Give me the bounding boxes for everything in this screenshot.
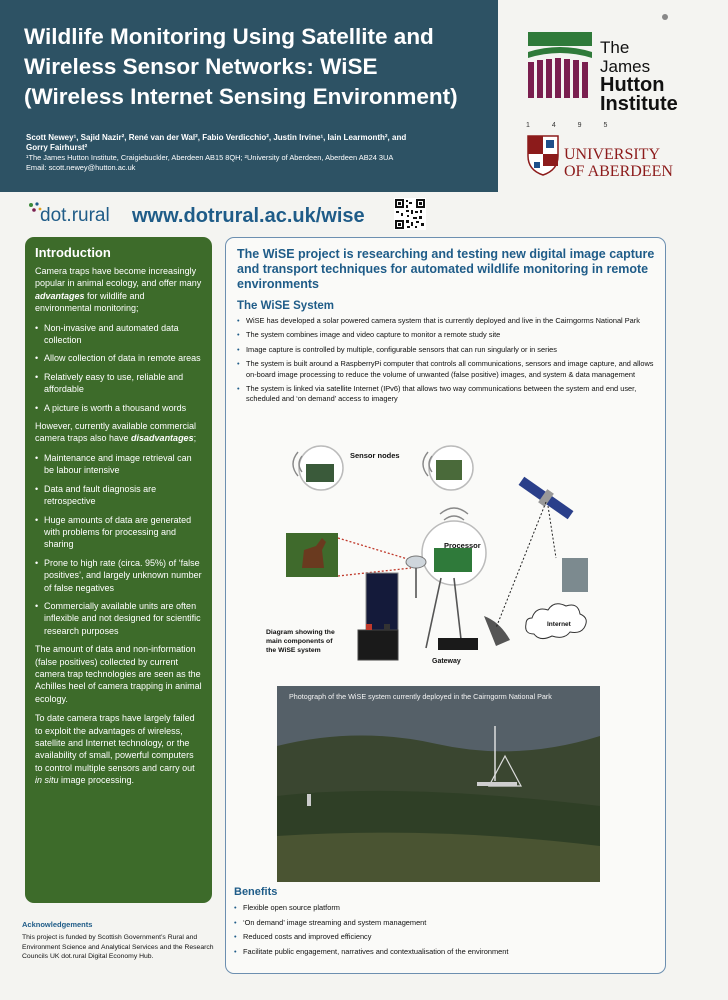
aberdeen-year: 1 4 9 5 bbox=[526, 122, 618, 129]
author-names-cont: Gorry Fairhurst² bbox=[26, 143, 88, 152]
introduction-heading: Introduction bbox=[35, 245, 111, 260]
header-banner bbox=[0, 0, 498, 192]
qr-code-icon[interactable] bbox=[394, 198, 426, 230]
intro-text: Camera traps have become increasingly popular in animal ecology, and offer many bbox=[35, 266, 202, 289]
scan-mark bbox=[662, 14, 668, 20]
list-item: • The system is built around a RaspberryPi computer that controls all communications, sensors and image capture, and allows on-board image processing to reduce the volume of unwanted (false positive) images, and system & data management bbox=[237, 359, 661, 380]
acknowledgements bbox=[22, 920, 222, 962]
photo-caption: Photograph of the WiSE system currently deployed in the Cairngorm National Park bbox=[289, 692, 552, 701]
deer-image bbox=[286, 533, 338, 577]
hutton-line-2: Hutton bbox=[600, 74, 665, 96]
diagram-caption-line: Diagram showing the bbox=[266, 629, 335, 636]
intro-emphasis: advantages bbox=[35, 290, 85, 301]
contact-email: Email: scott.newey@hutton.ac.uk bbox=[26, 163, 136, 172]
processor-label: Processor bbox=[444, 541, 481, 550]
author-names: Scott Newey¹, Sajid Nazir², René van der Wal², Fabio Verdicchio², Justin Irvine¹, Iain Learmonth², and bbox=[26, 133, 407, 142]
list-item: • Relatively easy to use, reliable and affordable bbox=[35, 371, 202, 396]
gateway-icon bbox=[438, 638, 478, 650]
dotrural-label: dot.rural bbox=[40, 205, 110, 226]
introduction-paragraph bbox=[35, 712, 202, 786]
satellite-link bbox=[496, 502, 556, 628]
project-website[interactable]: www.dotrural.ac.uk/wise bbox=[132, 205, 365, 227]
list-item: • A picture is worth a thousand words bbox=[35, 402, 202, 414]
hutton-mark-icon bbox=[528, 32, 592, 98]
intro-emphasis: disadvantages bbox=[131, 433, 194, 444]
system-heading: The WiSE System bbox=[237, 300, 335, 312]
intro-text: ; bbox=[193, 433, 197, 444]
intro-text: However, currently available commercial camera traps also have bbox=[35, 421, 197, 444]
acknowledgements-text: This project is funded by Scottish Government’s Rural and Environment Science and Analytical Services and the Research Councils UK dot.rural Digital Economy Hub. bbox=[22, 934, 214, 961]
list-item: • Facilitate public engagement, narratives and contextualisation of the environment bbox=[234, 947, 654, 957]
intro-text: image processing. bbox=[58, 775, 135, 786]
university-of-aberdeen-logo bbox=[526, 122, 706, 184]
sensor-node-icon bbox=[293, 446, 343, 490]
aberdeen-line-2: OF ABERDEEN bbox=[564, 163, 673, 180]
advantages-list bbox=[35, 322, 202, 414]
camera-icon bbox=[406, 556, 426, 568]
satellite-photo bbox=[562, 558, 588, 592]
battery-icon bbox=[358, 630, 398, 660]
deployment-photo-image bbox=[277, 686, 600, 882]
satellite-dish-icon bbox=[484, 616, 510, 646]
intro-text: To date camera traps have largely failed to exploit the advantages of wireless, satellite and Internet technology, or the availability of small, powerful computers to control multiple sensors and carry out bbox=[35, 713, 195, 773]
dotrural-logo bbox=[28, 202, 148, 232]
intro-text: for wildlife and environmental monitoring; bbox=[35, 290, 145, 314]
list-item: • Maintenance and image retrieval can be labour intensive bbox=[35, 452, 202, 477]
internet-label: Internet bbox=[547, 621, 571, 628]
title-line: Wireless Sensor Networks: WiSE bbox=[24, 54, 378, 79]
diagram-caption-line: main components of bbox=[266, 638, 333, 645]
sensor-node-icon bbox=[423, 446, 473, 490]
aberdeen-wordmark bbox=[564, 146, 673, 180]
main-heading: The WiSE project is researching and testing new digital image capture and transport techniques for automated wildlife monitoring in remote environments bbox=[237, 247, 655, 291]
intro-emphasis: in situ bbox=[35, 775, 59, 786]
poster-title bbox=[24, 22, 494, 112]
hutton-line-3: Institute bbox=[600, 93, 678, 115]
introduction-paragraph: The amount of data and non-information (false positives) collected by current camera trap technologies are seen as the Achilles heel of camera trapping in animal ecology. bbox=[35, 644, 202, 704]
acknowledgements-heading: Acknowledgements bbox=[22, 920, 93, 929]
list-item: • ‘On demand’ image streaming and system management bbox=[234, 918, 654, 928]
list-item: • The system combines image and video capture to monitor a remote study site bbox=[237, 330, 661, 340]
list-item: • Data and fault diagnosis are retrospective bbox=[35, 483, 202, 508]
list-item: • Huge amounts of data are generated with problems for processing and sharing bbox=[35, 514, 202, 551]
disadvantages-list bbox=[35, 452, 202, 637]
list-item: • Reduced costs and improved efficiency bbox=[234, 932, 654, 942]
aberdeen-crest-icon bbox=[526, 132, 560, 176]
hutton-line-1: The James bbox=[600, 38, 651, 76]
list-item: • Commercially available units are often inflexible and not designed for scientific research purposes bbox=[35, 600, 202, 637]
main-panel bbox=[225, 237, 666, 974]
hutton-wordmark bbox=[600, 38, 678, 114]
list-item: • Image capture is controlled by multiple, configurable sensors that can run singularly or in series bbox=[237, 345, 661, 355]
introduction-panel bbox=[25, 237, 212, 903]
benefits-list bbox=[234, 903, 654, 961]
authors-block bbox=[26, 133, 494, 173]
disadvantages-intro bbox=[35, 420, 202, 445]
list-item: • Flexible open source platform bbox=[234, 903, 654, 913]
title-line: Wildlife Monitoring Using Satellite and bbox=[24, 24, 434, 49]
list-item: • WiSE has developed a solar powered camera system that is currently deployed and live in the Cairngorms National Park bbox=[237, 316, 661, 326]
diagram-caption-line: the WiSE system bbox=[266, 647, 321, 654]
sensor-nodes-label: Sensor nodes bbox=[350, 451, 400, 460]
title-line: (Wireless Internet Sensing Environment) bbox=[24, 84, 458, 109]
list-item: • Allow collection of data in remote areas bbox=[35, 352, 202, 364]
hutton-institute-logo bbox=[528, 32, 678, 115]
satellite-icon bbox=[517, 474, 575, 522]
deployment-photo bbox=[277, 686, 600, 882]
system-diagram bbox=[266, 438, 636, 678]
system-points-list bbox=[237, 316, 661, 409]
introduction-paragraph bbox=[35, 265, 202, 315]
list-item: • The system is linked via satellite Internet (IPv6) that allows two way communications between the system and end user, scheduled and ‘on demand’ access to imagery bbox=[237, 384, 661, 405]
gateway-label: Gateway bbox=[432, 658, 461, 665]
list-item: • Non-invasive and automated data collection bbox=[35, 322, 202, 347]
list-item: • Prone to high rate (circa. 95%) of ‘false positives’, and largely unknown number of false negatives bbox=[35, 557, 202, 594]
aberdeen-line-1: UNIVERSITY bbox=[564, 146, 660, 163]
affiliations: ¹The James Hutton Institute, Craigiebuckler, Aberdeen AB15 8QH; ²University of Aberdeen, Aberdeen AB24 3UA bbox=[26, 153, 394, 162]
benefits-heading: Benefits bbox=[234, 886, 278, 898]
camera-field-of-view bbox=[338, 538, 411, 576]
